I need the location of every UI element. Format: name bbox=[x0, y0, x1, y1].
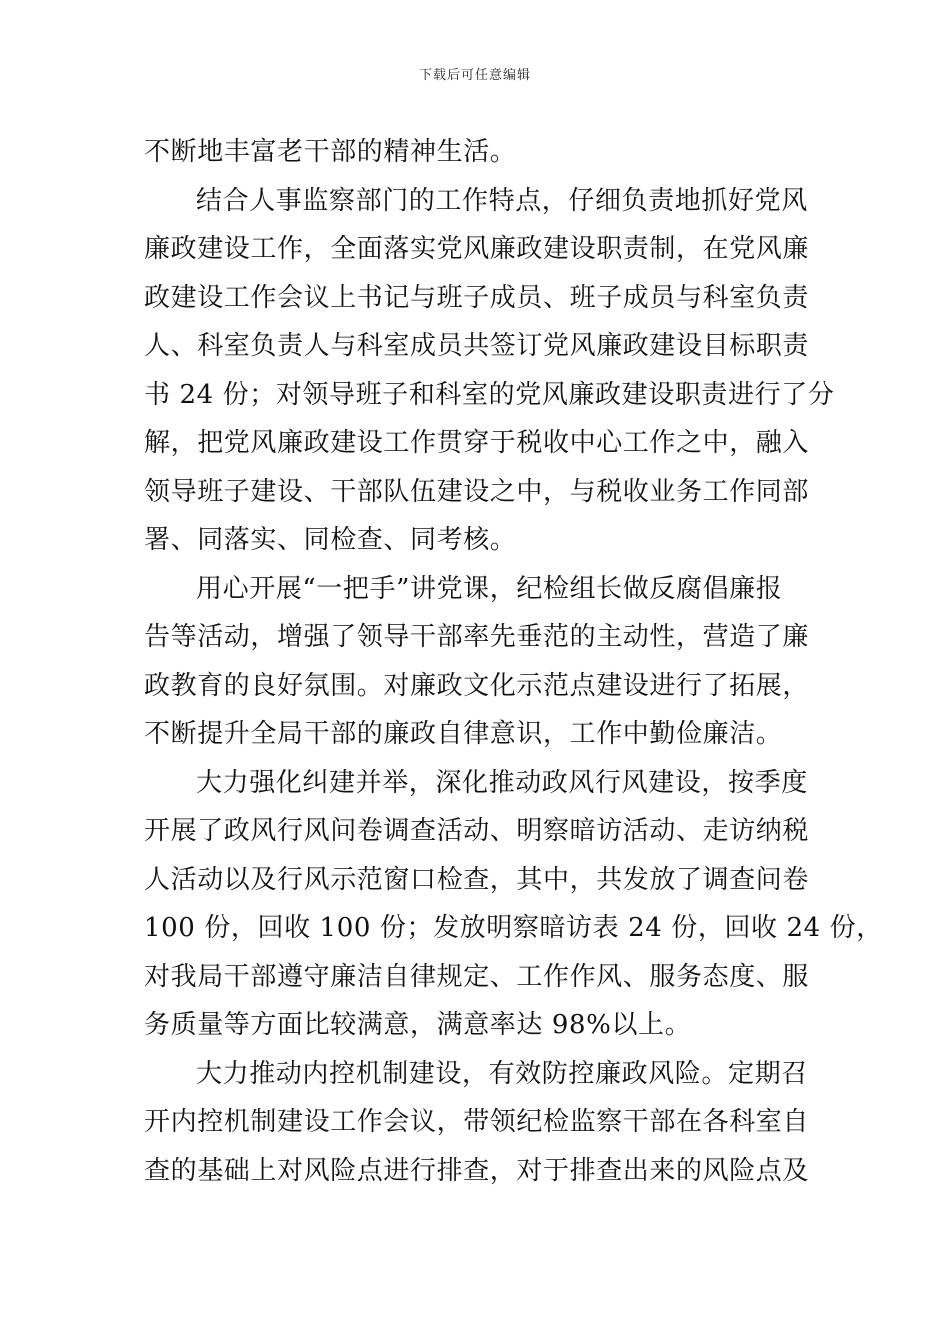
page-header: 下载后可任意编辑 bbox=[418, 68, 531, 83]
text-line: 领导班子建设、干部队伍建设之中，与税收业务工作同部 bbox=[144, 476, 810, 507]
text-line: 结合人事监察部门的工作特点，仔细负责地抓好党风 bbox=[196, 185, 808, 216]
text-line: 开展了政风行风问卷调查活动、明察暗访活动、走访纳税 bbox=[144, 816, 810, 846]
text-line: 署、同落实、同检查、同考核。 bbox=[144, 525, 517, 555]
text-line: 不断地丰富老干部的精神生活。 bbox=[144, 137, 517, 167]
text-line: 查的基础上对风险点进行排查，对于排查出来的风险点及 bbox=[144, 1155, 810, 1186]
text-line: 用心开展“一把手”讲党课，纪检组长做反腐倡廉报 bbox=[196, 573, 783, 604]
text-line: 人、科室负责人与科室成员共签订党风廉政建设目标职责 bbox=[144, 331, 810, 361]
text-line: 解，把党风廉政建设工作贯穿于税收中心工作之中，融入 bbox=[144, 428, 810, 458]
text-line: 大力推动内控机制建设，有效防控廉政风险。定期召 bbox=[196, 1058, 808, 1089]
text-line: 书 24 份；对领导班子和科室的党风廉政建设职责进行了分 bbox=[144, 379, 835, 410]
text-line: 100 份，回收 100 份；发放明察暗访表 24 份，回收 24 份， bbox=[144, 913, 883, 943]
text-line: 大力强化纠建并举，深化推动政风行风建设，按季度 bbox=[196, 767, 808, 798]
text-line: 对我局干部遵守廉洁自律规定、工作作风、服务态度、服 bbox=[144, 961, 810, 992]
text-line: 人活动以及行风示范窗口检查，其中，共发放了调查问卷 bbox=[144, 864, 810, 895]
document-body bbox=[144, 128, 883, 1195]
text-line: 廉政建设工作，全面落实党风廉政建设职责制，在党风廉 bbox=[144, 234, 810, 264]
text-line: 政建设工作会议上书记与班子成员、班子成员与科室负责 bbox=[144, 282, 810, 313]
text-line: 政教育的良好氛围。对廉政文化示范点建设进行了拓展， bbox=[144, 670, 810, 701]
text-line: 告等活动，增强了领导干部率先垂范的主动性，营造了廉 bbox=[144, 622, 810, 652]
text-line: 务质量等方面比较满意，满意率达 98%以上。 bbox=[144, 1010, 692, 1040]
text-line: 不断提升全局干部的廉政自律意识，工作中勤俭廉洁。 bbox=[144, 719, 783, 749]
text-line: 开内控机制建设工作会议，带领纪检监察干部在各科室自 bbox=[144, 1107, 810, 1137]
